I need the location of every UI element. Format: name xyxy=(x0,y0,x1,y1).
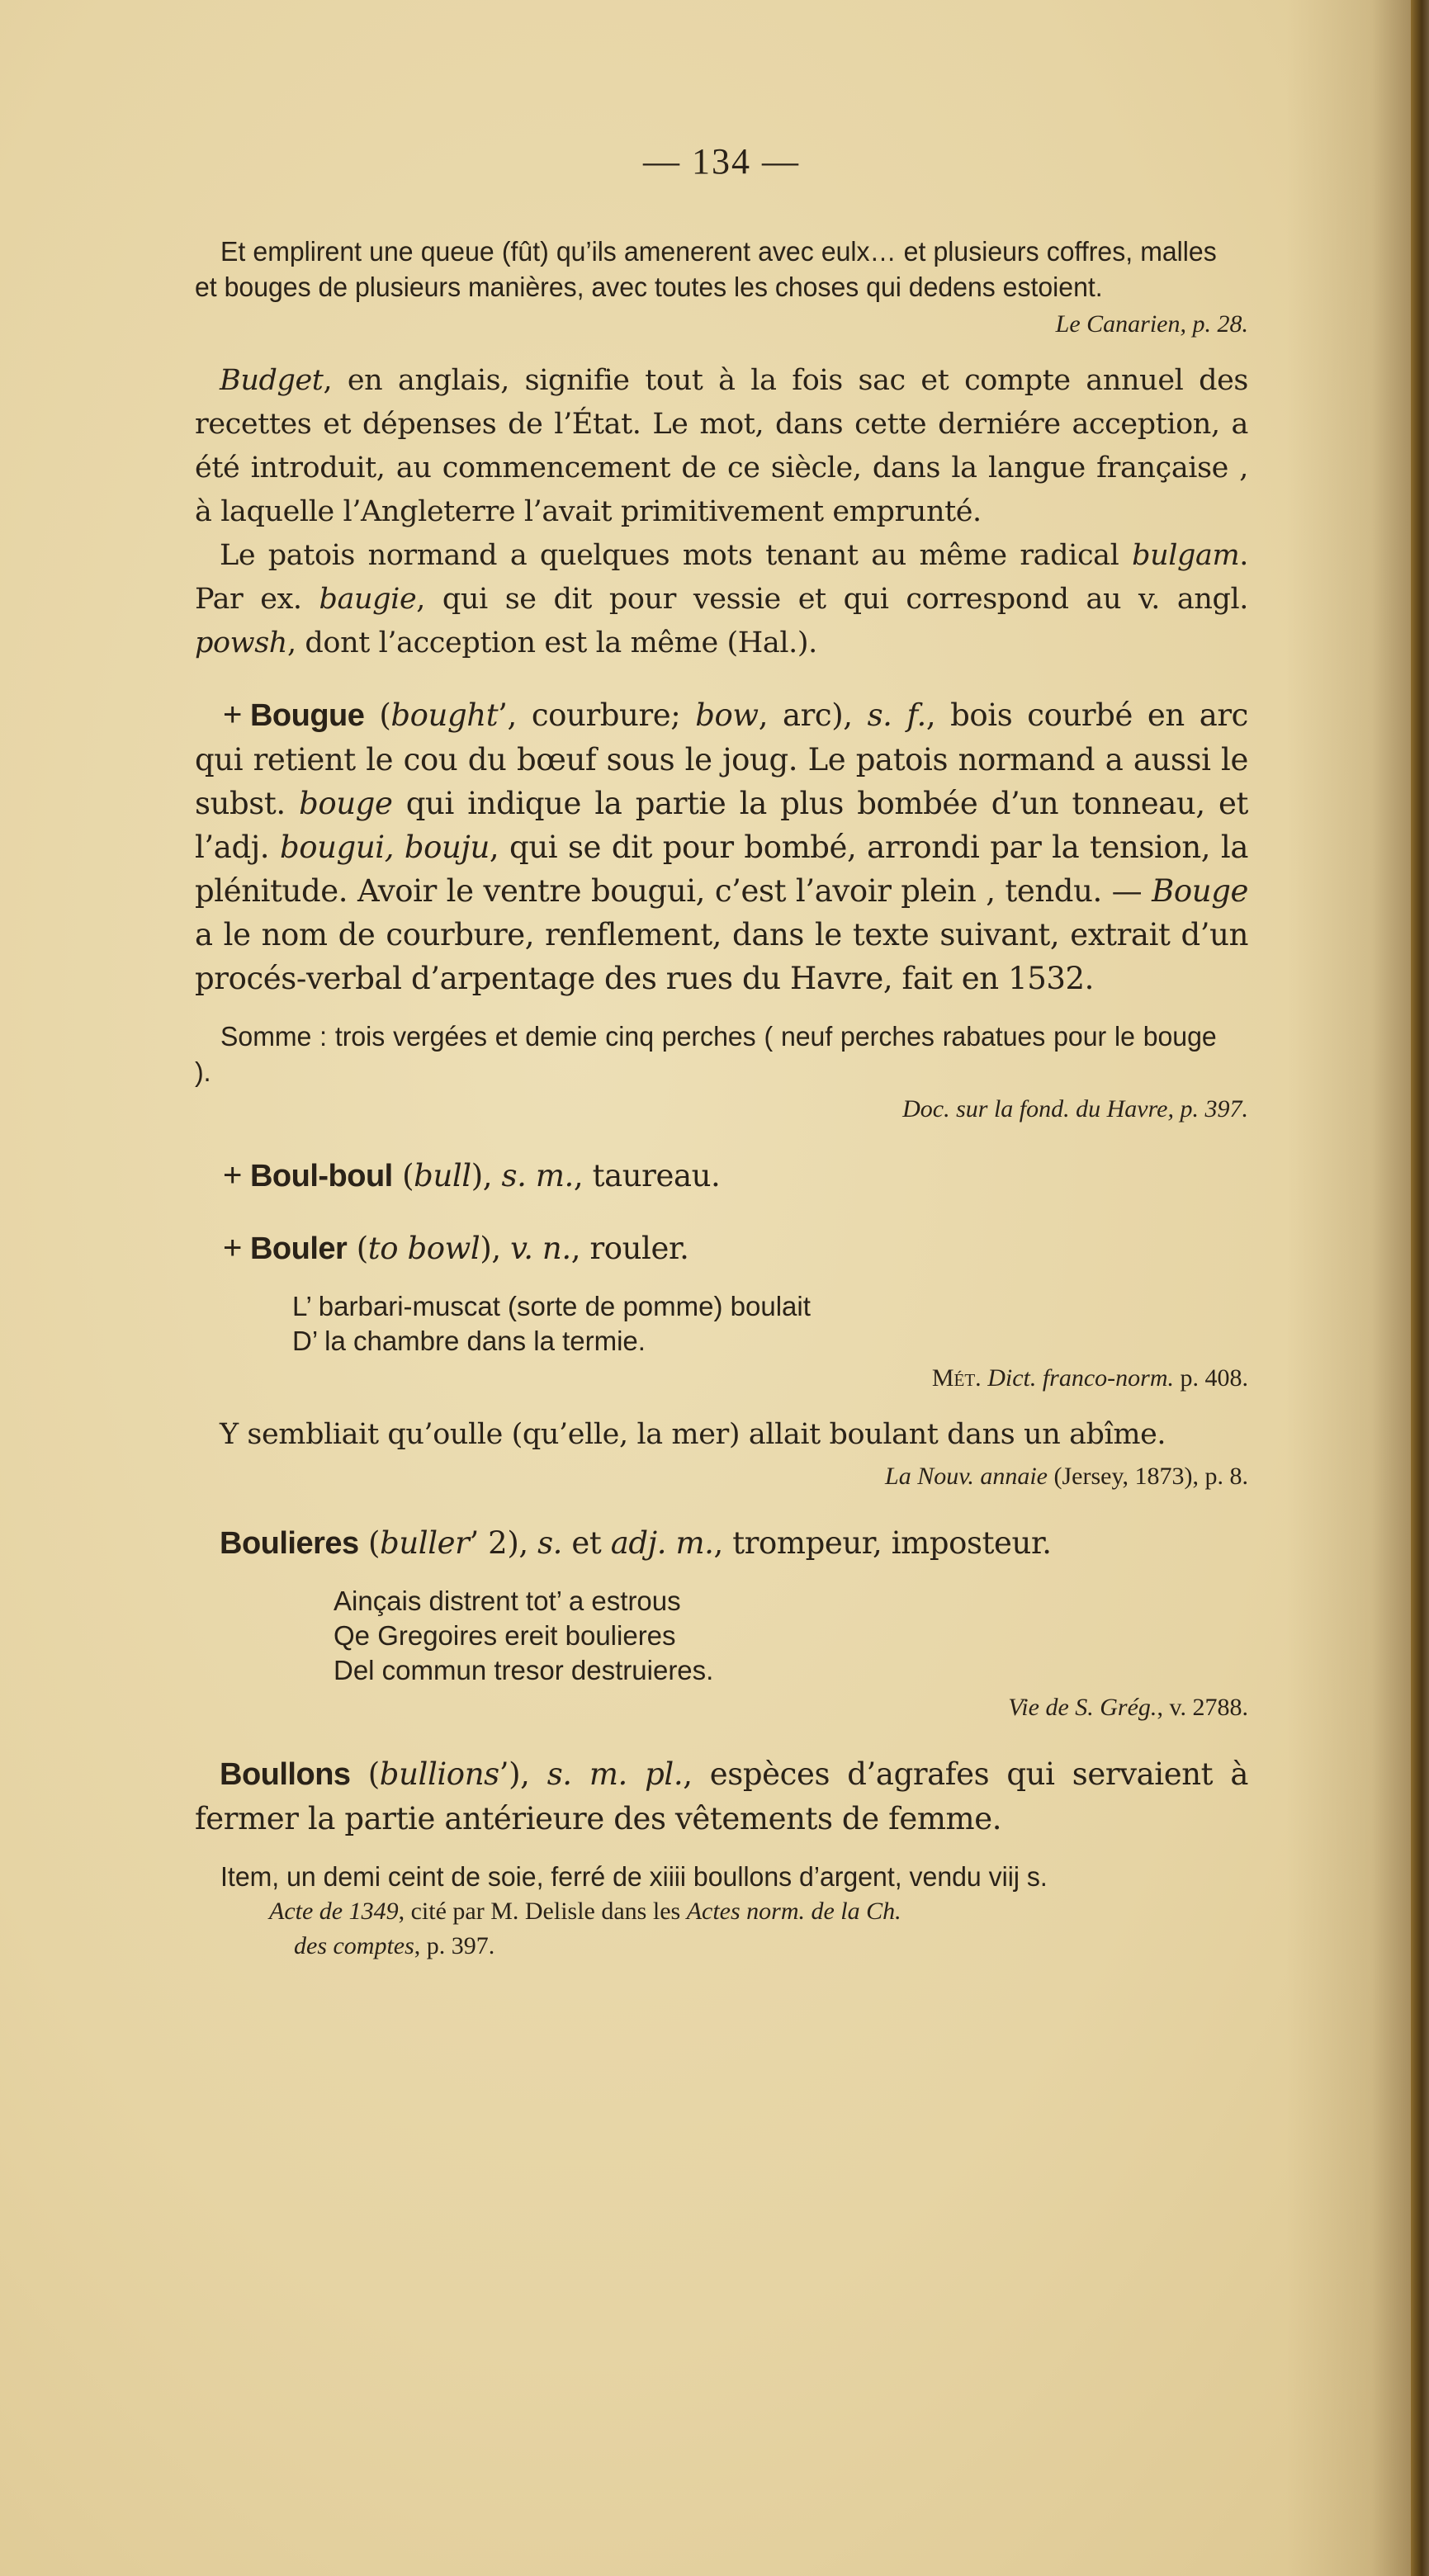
citation-page: p. 408. xyxy=(1174,1364,1248,1392)
citation-greg xyxy=(195,1691,1248,1724)
verse-line: L’ barbari-muscat (sorte de pomme) boulait xyxy=(292,1291,811,1321)
headword-boullons: Boullons xyxy=(220,1757,351,1792)
citation-italic: des comptes xyxy=(294,1932,414,1959)
italic-term: s. m. xyxy=(501,1158,574,1193)
text-run: ( xyxy=(347,1231,368,1266)
headword-bougue: Bougue xyxy=(249,698,365,733)
citation-work: Dict. franco-norm. xyxy=(987,1364,1174,1392)
citation-work: La Nouv. annaie xyxy=(885,1463,1048,1490)
citation-jersey xyxy=(195,1460,1248,1493)
italic-term: v. n. xyxy=(510,1231,571,1266)
quote-jersey: Y sembliait qu’oulle (qu’elle, la mer) allait boulant dans un abîme. xyxy=(220,1418,1166,1451)
citation-work: Vie de S. Grég. xyxy=(1008,1694,1157,1721)
text-run: ( xyxy=(358,1525,381,1561)
quote-item: Item, un demi ceint de soie, ferré de xiiii boullons d’argent, vendu viij s. xyxy=(220,1861,1048,1892)
quote-canarien: Et emplirent une queue (fût) qu’ils amenerent avec eulx… et plusieurs coffres, malles et bouges de plusieurs manières, avec toutes les choses qui dedens estoient. xyxy=(195,236,1217,302)
italic-term: Bouge xyxy=(1152,873,1248,909)
entry-boulieres xyxy=(195,1521,1248,1566)
budget-text: , en anglais, signifie tout à la fois sac et compte annuel des recettes et dépenses de l’État. Le mot, dans cette derniére acception, a été introduit, au commencement de ce siècle, dans la langue française , à laquelle l’Angleterre l’avait primitivement emprunté. xyxy=(195,364,1248,528)
citation-met xyxy=(195,1362,1248,1395)
text-run: Le patois normand a quelques mots tenant au même radical xyxy=(220,539,1133,572)
citation-canarien xyxy=(195,308,1248,341)
text-run: , trompeur, imposteur. xyxy=(713,1525,1052,1561)
quote-havre: Somme : trois vergées et demie cinq perches ( neuf perches rabatues pour le bouge ). xyxy=(195,1021,1217,1087)
citation-delisle-cont xyxy=(195,1929,1248,1964)
text-run: , bois courbé en arc qui retient le cou du bœuf sous le joug. Le patois normand a aussi le subst. xyxy=(195,697,1249,821)
page-gilt-edge xyxy=(1411,0,1429,2576)
text-run: ’, courbure; xyxy=(498,697,696,733)
italic-term: buller xyxy=(380,1525,470,1561)
cross-marker-icon: + xyxy=(223,1230,242,1266)
text-run: . Par ex. xyxy=(195,539,1248,616)
italic-term: bought xyxy=(390,697,499,733)
entry-bougue xyxy=(195,693,1248,1000)
verse-line: Qe Gregoires ereit boulieres xyxy=(334,1620,676,1651)
citation-rest: , v. 2788. xyxy=(1157,1694,1248,1721)
italic-term: bow xyxy=(695,697,759,733)
text-run: , rouler. xyxy=(570,1231,689,1266)
citation-italic: Actes norm. de la Ch. xyxy=(686,1898,901,1925)
text-run: et xyxy=(562,1525,611,1561)
text-run: a le nom de courbure, renflement, dans le texte suivant, extrait d’un procés-verbal d’arpentage des rues du Havre, fait en 1532. xyxy=(195,917,1248,996)
verse-line: Del commun tresor destruieres. xyxy=(334,1655,714,1685)
text-run: ( xyxy=(364,697,391,733)
entry-boul-boul xyxy=(195,1154,1248,1198)
citation-rest: (Jersey, 1873), p. 8. xyxy=(1047,1463,1248,1490)
text-run: ’ 2), xyxy=(469,1525,538,1561)
term-budget: Budget xyxy=(220,364,324,397)
italic-term: s. f. xyxy=(867,697,926,733)
verse-line: Ainçais distrent tot’ a estrous xyxy=(334,1586,681,1616)
text-run: ), xyxy=(471,1158,502,1193)
text-run: qui indique la partie la plus bombée d’un tonneau, et l’adj. xyxy=(195,786,1248,865)
paragraph-patois xyxy=(195,534,1248,665)
citation-italic: Acte de 1349 xyxy=(269,1898,399,1925)
italic-term: adj. m. xyxy=(610,1525,714,1561)
text-run: , dont l’acception est la même (Hal.). xyxy=(286,626,817,659)
italic-term: s. m. pl. xyxy=(547,1756,684,1792)
citation-text: Doc. sur la fond. du Havre, p. 397. xyxy=(902,1095,1248,1123)
text-column xyxy=(195,140,1248,1964)
entry-bouler xyxy=(195,1227,1248,1271)
text-run: , espèces d’agrafes qui servaient à fermer la partie antérieure des vêtements de femme. xyxy=(195,1756,1248,1836)
text-run: , qui se dit pour bombé, arrondi par la tension, la plénitude. Avoir le ventre bougui, c’est l’avoir plein , tendu. — xyxy=(195,830,1248,909)
citation-text: , cité par M. Delisle dans les xyxy=(398,1898,687,1925)
italic-term: bouge xyxy=(299,786,393,821)
text-run: ( xyxy=(350,1756,380,1792)
cross-marker-icon: + xyxy=(223,697,242,733)
headword-bouler: Bouler xyxy=(249,1231,348,1266)
italic-term: to bowl xyxy=(367,1231,480,1266)
text-run: ’), xyxy=(499,1756,547,1792)
text-run: ), xyxy=(480,1231,511,1266)
text-run: , qui se dit pour vessie et qui correspond au v. angl. xyxy=(416,583,1248,616)
italic-term: bougui, bouju xyxy=(279,830,490,865)
italic-term: powsh xyxy=(195,626,287,659)
citation-text: Le Canarien, p. 28. xyxy=(1055,310,1248,338)
entry-boullons xyxy=(195,1752,1248,1841)
citation-delisle xyxy=(195,1894,1248,1929)
text-run: , taureau. xyxy=(573,1158,721,1193)
citation-author: Mét. xyxy=(931,1364,982,1392)
citation-havre xyxy=(195,1093,1248,1126)
page-number: — 134 — xyxy=(643,141,800,182)
text-run: ( xyxy=(392,1158,414,1193)
headword-boulieres: Boulieres xyxy=(220,1526,359,1561)
citation-text: , p. 397. xyxy=(414,1932,495,1959)
cross-marker-icon: + xyxy=(223,1157,242,1193)
italic-term: s. xyxy=(537,1525,563,1561)
italic-term: baugie xyxy=(319,583,417,616)
italic-term: bullions xyxy=(379,1756,499,1792)
italic-term: bull xyxy=(414,1158,471,1193)
text-run: , arc), xyxy=(758,697,868,733)
headword-boul-boul: Boul-boul xyxy=(249,1159,393,1193)
verse-line: D’ la chambre dans la termie. xyxy=(292,1326,646,1356)
paragraph-budget xyxy=(195,359,1248,534)
italic-term: bulgam xyxy=(1132,539,1240,572)
